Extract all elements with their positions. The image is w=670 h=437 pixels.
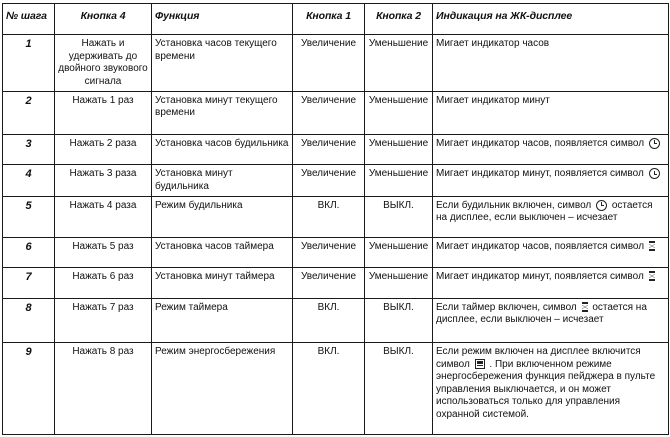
power-save-icon [475, 359, 485, 369]
table-row [3, 35, 669, 92]
indication-text [433, 237, 669, 268]
indication-text-a: Если будильник включен, символ [436, 199, 592, 211]
button2-action: Уменьшение [365, 35, 433, 92]
step-number: 5 [3, 196, 55, 237]
button4-action: Нажать 8 раз [55, 343, 152, 435]
indication-text-a: Мигает индикатор часов, появляется символ [436, 240, 645, 252]
button2-action: Уменьшение [365, 91, 433, 134]
table-row [3, 134, 669, 165]
button2-action: ВЫКЛ. [365, 298, 433, 343]
header-function: Функция [152, 4, 293, 35]
indication-text [433, 134, 669, 165]
indication-text [433, 91, 669, 134]
function-text: Установка часов таймера [152, 237, 293, 268]
button4-action: Нажать 4 раза [55, 196, 152, 237]
button4-action: Нажать 3 раза [55, 165, 152, 197]
button1-action: Увеличение [293, 237, 365, 268]
table-header-row [3, 4, 669, 35]
button4-action: Нажать 6 раз [55, 268, 152, 299]
function-text: Установка часов текущего времени [152, 35, 293, 92]
function-text: Установка минут текущего времени [152, 91, 293, 134]
indication-text-b: остается на дисплее, если выключен – исчезает [436, 301, 647, 326]
indication-text-a: Если таймер включен, символ [436, 301, 577, 313]
alarm-clock-icon [596, 200, 607, 211]
indication-text-a: Мигает индикатор минут [436, 94, 550, 106]
step-number: 3 [3, 134, 55, 165]
function-text: Режим таймера [152, 298, 293, 343]
step-number: 9 [3, 343, 55, 435]
step-number: 8 [3, 298, 55, 343]
button4-action: Нажать и удерживать до двойного звукового сигнала [55, 35, 152, 92]
table-row [3, 165, 669, 197]
function-text: Установка минут таймера [152, 268, 293, 299]
indication-text [433, 196, 669, 237]
button4-action: Нажать 5 раз [55, 237, 152, 268]
button1-action: ВКЛ. [293, 343, 365, 435]
indication-text-a: Мигает индикатор минут, появляется символ [436, 271, 644, 283]
indication-text [433, 165, 669, 197]
button1-action: Увеличение [293, 268, 365, 299]
button2-action: Уменьшение [365, 268, 433, 299]
hourglass-icon [582, 302, 588, 312]
step-number: 4 [3, 165, 55, 197]
table-row [3, 91, 669, 134]
indication-text-a: Если режим включен на дисплее включится символ [436, 346, 641, 370]
indication-text [433, 35, 669, 92]
indication-text-b: . При включенном режиме энергосбережения функция пейджера в пульте управления выключается, и он может использоваться только для управления охранной системой. [436, 358, 656, 420]
indication-text-a: Мигает индикатор минут, появляется символ [436, 168, 644, 180]
button1-action: Увеличение [293, 91, 365, 134]
table-row [3, 298, 669, 343]
indication-text [433, 298, 669, 343]
button4-action: Нажать 7 раз [55, 298, 152, 343]
indication-text-a: Мигает индикатор часов, появляется символ [436, 137, 645, 149]
function-text: Режим будильника [152, 196, 293, 237]
button-function-table [2, 3, 669, 435]
function-text: Режим энергосбережения [152, 343, 293, 435]
button1-action: Увеличение [293, 134, 365, 165]
button2-action: ВЫКЛ. [365, 343, 433, 435]
indication-text-a: Мигает индикатор часов [436, 38, 550, 49]
table-row [3, 196, 669, 237]
step-number: 2 [3, 91, 55, 134]
indication-text-b: остается на дисплее, если выключен – исчезает [436, 199, 653, 224]
button1-action: ВКЛ. [293, 196, 365, 237]
header-button1: Кнопка 1 [293, 4, 365, 35]
function-text: Установка часов будильника [152, 134, 293, 165]
indication-text [433, 343, 669, 435]
button2-action: ВЫКЛ. [365, 196, 433, 237]
button1-action: Увеличение [293, 165, 365, 197]
table-row [3, 343, 669, 435]
header-button4: Кнопка 4 [55, 4, 152, 35]
header-indication: Индикация на ЖК-дисплее [433, 4, 669, 35]
step-number: 1 [3, 35, 55, 92]
step-number: 6 [3, 237, 55, 268]
function-text: Установка минут будильника [152, 165, 293, 197]
button2-action: Уменьшение [365, 237, 433, 268]
button1-action: Увеличение [293, 35, 365, 92]
hourglass-icon [649, 271, 655, 281]
indication-text [433, 268, 669, 299]
table-row [3, 268, 669, 299]
header-button2: Кнопка 2 [365, 4, 433, 35]
button1-action: ВКЛ. [293, 298, 365, 343]
hourglass-icon [649, 241, 655, 251]
button4-action: Нажать 1 раз [55, 91, 152, 134]
button2-action: Уменьшение [365, 134, 433, 165]
alarm-clock-icon [649, 168, 660, 179]
header-step: № шага [3, 4, 55, 35]
button4-action: Нажать 2 раза [55, 134, 152, 165]
table-row [3, 237, 669, 268]
button2-action: Уменьшение [365, 165, 433, 197]
alarm-clock-icon [649, 138, 660, 149]
step-number: 7 [3, 268, 55, 299]
